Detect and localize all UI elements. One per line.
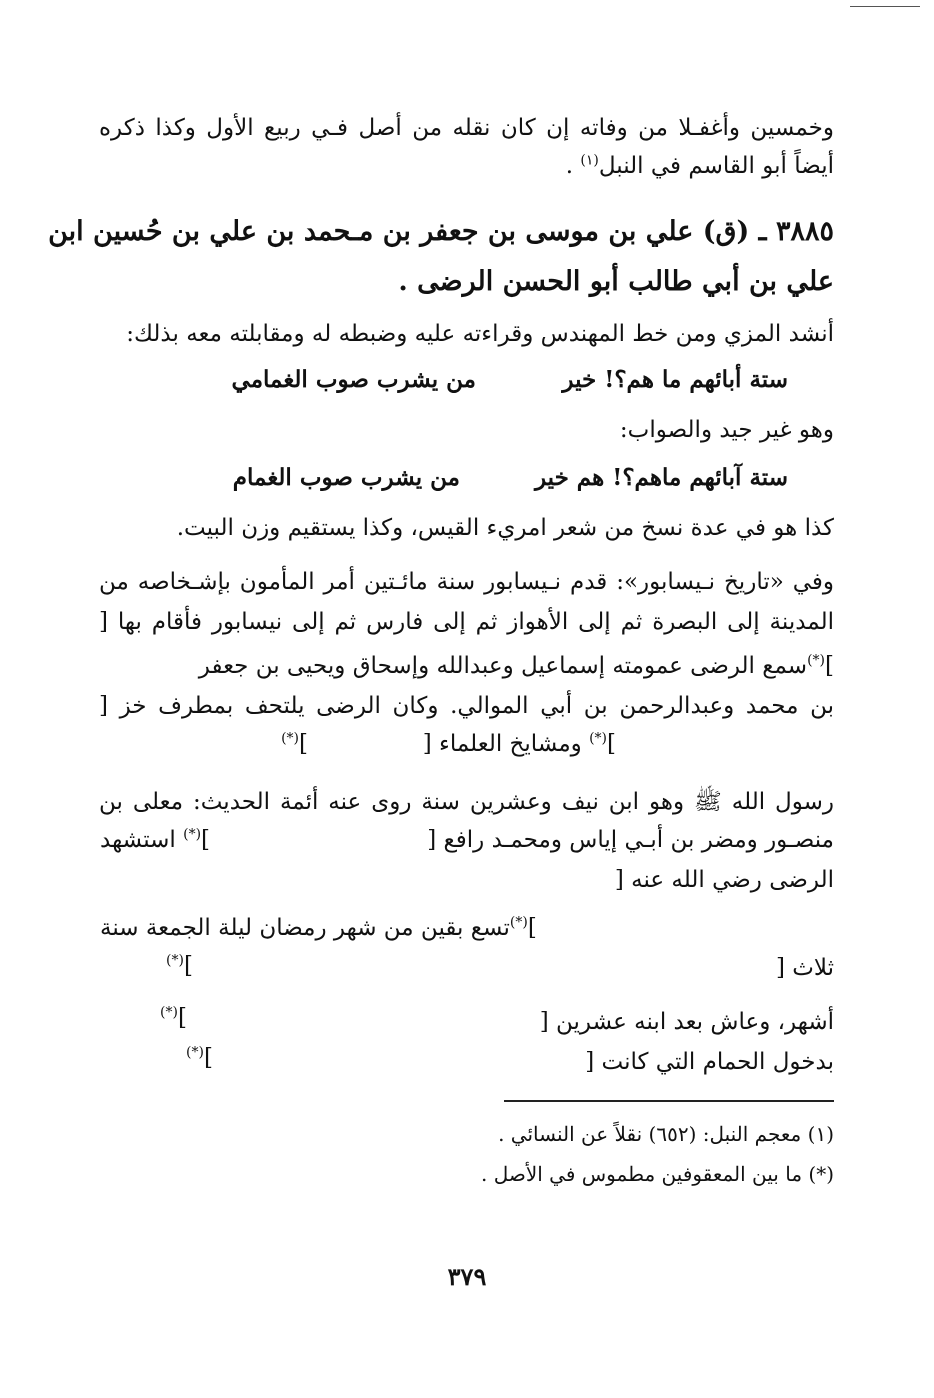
- bracket-close: ]: [203, 1045, 213, 1071]
- ramadan-line: [100, 912, 537, 944]
- bracket-close: ]: [201, 827, 211, 853]
- footnote-ref-1: (١): [580, 152, 599, 169]
- history-line-5-text: ومشايخ العلماء [: [422, 731, 590, 757]
- verse-2-second-hemistich: من يشرب صوب الغمام: [232, 464, 460, 491]
- bracket-close: ]: [825, 653, 834, 679]
- correction-line: وهو غير جيد والصواب:: [619, 417, 834, 443]
- mansur-line-right: منصـور ومضر بن أبـي إياس ومحمـد رافع [: [427, 827, 834, 853]
- thalath-line: ثلاث [: [775, 955, 834, 981]
- entry-heading-line-2: علي بن أبي طالب أبو الحسن الرضى .: [398, 266, 834, 297]
- verse-1-first-hemistich: ستة أبائهم ما هم؟! خير: [562, 366, 788, 393]
- dukhul-bracket: [186, 1042, 213, 1074]
- star-marker: (*): [281, 730, 300, 747]
- body-line-2-text: أيضاً أبو القاسم في النبل: [598, 153, 834, 179]
- body-line-2-end: .: [565, 153, 581, 179]
- star-marker: (*): [183, 826, 202, 843]
- history-line-3-text: سمع الرضى عمومته إسماعيل وعبدالله وإسحاق ويحيى بن جعفر: [198, 653, 808, 679]
- intro-line: أنشد المزي ومن خط المهندس وقراءته عليه وضبطه له ومقابلته معه بذلك:: [126, 321, 834, 347]
- footnote-separator: [504, 1100, 834, 1102]
- star-marker: (*): [589, 730, 608, 747]
- ashhur-bracket: [160, 1002, 187, 1034]
- thalath-bracket: [166, 950, 193, 982]
- history-line-5-right: [423, 728, 616, 760]
- note-line: كذا هو في عدة نسخ من شعر امريء القيس، وكذا يستقيم وزن البيت.: [176, 515, 834, 541]
- dukhul-line: بدخول الحمام التي كانت [: [585, 1049, 834, 1075]
- star-marker: (*): [186, 1044, 204, 1061]
- mansur-line-left-text: استشهد: [100, 827, 184, 853]
- star-marker: (*): [166, 952, 184, 969]
- rasul-line: رسول الله ﷺ وهو ابن نيف وعشرين سنة روى عنه أئمة الحديث: معلى بن: [99, 789, 834, 815]
- ashhur-line: أشهر، وعاش بعد ابنه عشرين [: [539, 1009, 834, 1035]
- footnote-1: (١) معجم النبل: (٦٥٢) نقلاً عن النسائي .: [498, 1122, 834, 1146]
- footnote-2: (*) ما بين المعقوفين مطموس في الأصل .: [481, 1162, 834, 1186]
- body-line-1: وخمسين وأغفـلا من وفاته إن كان نقله من أصل فـي ربيع الأول وكذا ذكره: [99, 115, 834, 141]
- rida-line: الرضى رضي الله عنه [: [614, 867, 834, 893]
- bracket-close: ]: [527, 915, 537, 941]
- bracket-close: ]: [177, 1005, 187, 1031]
- entry-heading-line-1: ٣٨٨٥ ـ (ق) علي بن موسى بن جعفر بن مـحمد بن علي بن حُسين ابن: [48, 216, 834, 247]
- verse-2-first-hemistich: ستة آبائهم ماهم؟! هم خير: [534, 464, 788, 491]
- top-corner-rule: [850, 6, 920, 7]
- bracket-close: ]: [299, 731, 308, 757]
- history-line-3: [99, 650, 834, 682]
- verse-1-second-hemistich: من يشرب صوب الغمامي: [231, 366, 476, 393]
- star-marker: (*): [807, 652, 826, 669]
- body-line-2: [99, 150, 834, 182]
- page-number: ٣٧٩: [447, 1262, 487, 1291]
- history-line-4: بن محمد وعبدالرحمن بن أبي الموالي. وكان الرضى يلتحف بمطرف خز [: [99, 693, 834, 719]
- mansur-line-left: [100, 824, 210, 856]
- bracket-close: ]: [607, 731, 616, 757]
- history-line-1: وفي «تاريخ نـيسابور»: قدم نـيسابور سنة مائـتين أمر المأمون بإشـخاصه من: [99, 569, 834, 595]
- history-line-5-left: [281, 728, 308, 760]
- history-line-2: المدينة إلى البصرة ثم إلى الأهواز ثم إلى فارس ثم إلى نيسابور فأقام بها [: [99, 609, 834, 635]
- star-marker: (*): [160, 1004, 178, 1021]
- star-marker: (*): [509, 914, 528, 931]
- bracket-close: ]: [183, 953, 193, 979]
- ramadan-line-text: تسع بقين من شهر رمضان ليلة الجمعة سنة: [100, 915, 510, 941]
